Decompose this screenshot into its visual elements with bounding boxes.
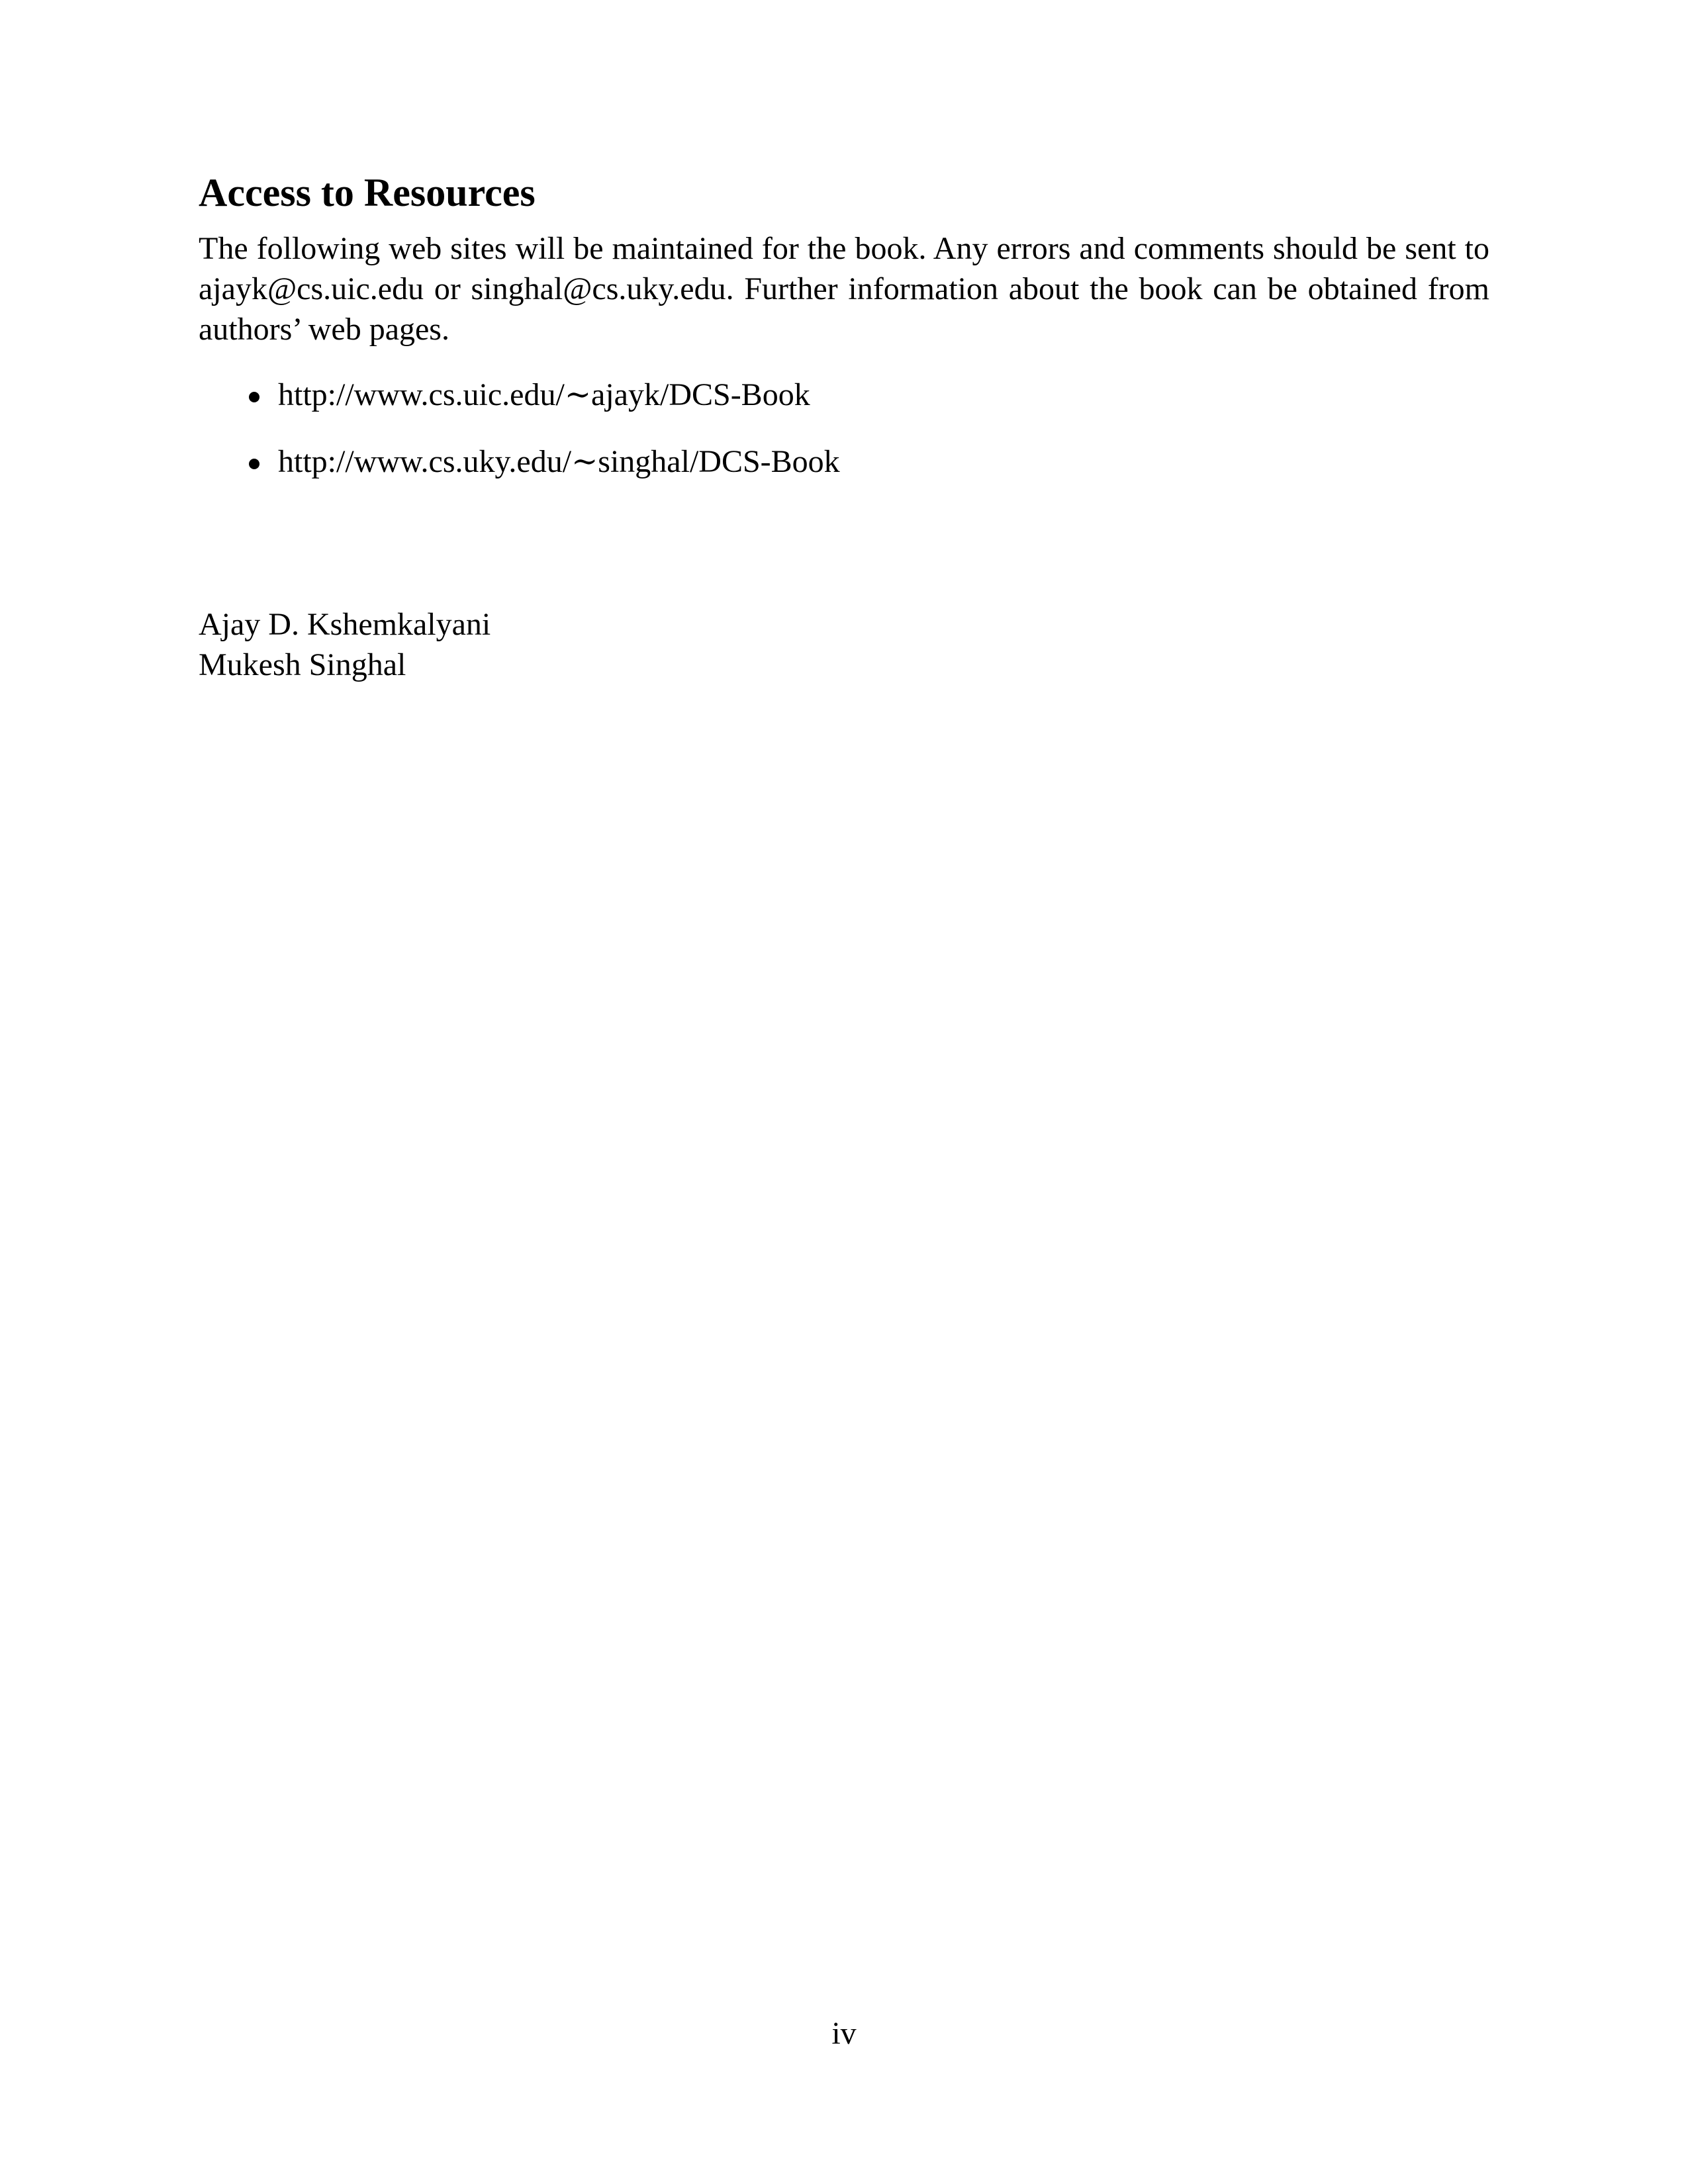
resource-link-item (199, 375, 1489, 415)
page-number: iv (831, 2016, 857, 2051)
resource-link-item (199, 441, 1489, 482)
author-name: Ajay D. Kshemkalyani (199, 607, 491, 642)
section-title: Access to Resources (199, 171, 536, 214)
intro-paragraph: The following web sites will be maintained for the book. Any errors and comments should be sent to ajayk@cs.uic.edu or singhal@cs.uky.edu. Further information about the book can be obtained from authors’ web pages. (199, 231, 1489, 347)
resource-link-uic[interactable]: http://www.cs.uic.edu/∼ajayk/DCS-Book (278, 377, 810, 412)
resource-link-list (199, 375, 1489, 482)
author-signature-block (199, 604, 1489, 685)
resource-link-uky[interactable]: http://www.cs.uky.edu/∼singhal/DCS-Book (278, 444, 840, 479)
author-name: Mukesh Singhal (199, 647, 406, 682)
bullet-icon (249, 459, 259, 469)
bullet-icon (249, 392, 259, 402)
page-content (199, 169, 1489, 685)
